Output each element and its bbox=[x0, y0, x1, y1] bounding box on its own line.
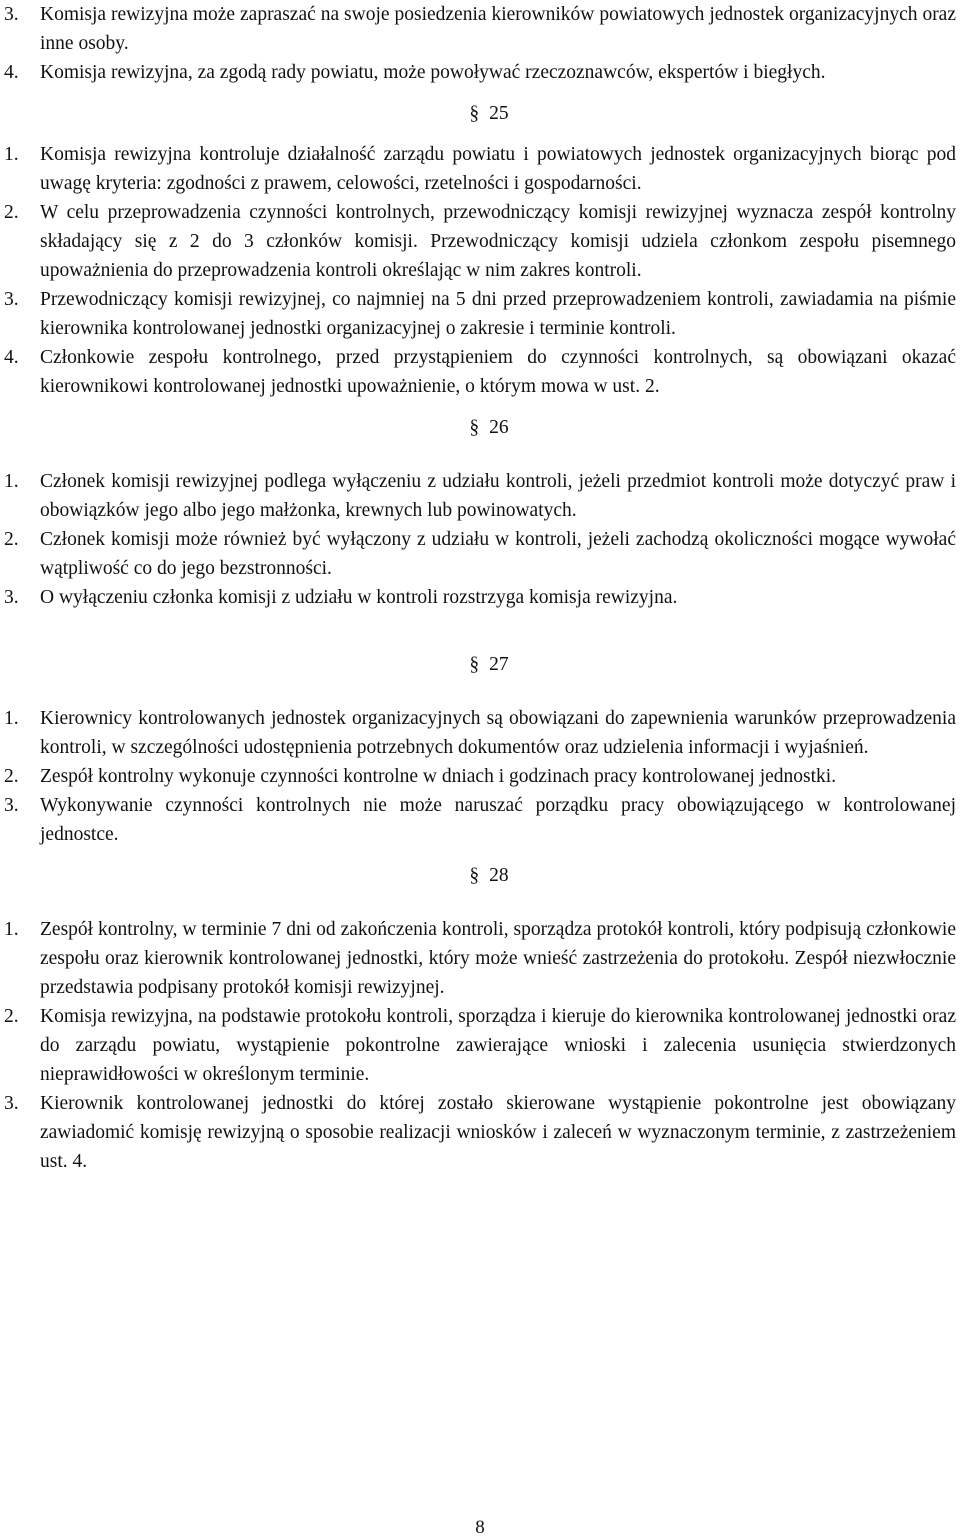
paragraph-item bbox=[0, 791, 960, 849]
section-heading-27 bbox=[0, 650, 960, 679]
item-number: 3. bbox=[4, 1093, 19, 1114]
item-number: 2. bbox=[4, 1006, 19, 1027]
paragraph-item bbox=[0, 525, 960, 583]
section-number: 26 bbox=[489, 417, 509, 438]
item-number: 1. bbox=[4, 708, 19, 729]
item-text: Komisja rewizyjna, na podstawie protokołu kontroli, sporządza i kieruje do kierownika kontrolowanej jednostki oraz do zarządu powiatu, wystąpienie pokontrolne zawierające wnioski i zalecenia usunięcia stwierdzonych nieprawidłowości w określonym terminie. bbox=[40, 1006, 956, 1085]
item-text: Przewodniczący komisji rewizyjnej, co najmniej na 5 dni przed przeprowadzeniem kontroli, zawiadamia na piśmie kierownika kontrolowanej jednostki organizacyjnej o zakresie i terminie kontroli. bbox=[40, 289, 956, 339]
paragraph-item bbox=[0, 467, 960, 525]
section-number: 27 bbox=[489, 654, 509, 675]
section-symbol: § bbox=[469, 654, 480, 675]
section-symbol: § bbox=[469, 865, 480, 886]
item-text: Komisja rewizyjna, za zgodą rady powiatu, może powoływać rzeczoznawców, ekspertów i biegłych. bbox=[40, 62, 826, 83]
item-number: 3. bbox=[4, 289, 19, 310]
item-text: Członkowie zespołu kontrolnego, przed przystąpieniem do czynności kontrolnych, są obowiązani okazać kierownikowi kontrolowanej jednostki upoważnienie, o którym mowa w ust. 2. bbox=[40, 347, 956, 397]
item-text: Kierownik kontrolowanej jednostki do której zostało skierowane wystąpienie pokontrolne jest obowiązany zawiadomić komisję rewizyjną o sposobie realizacji wniosków i zaleceń w wyznaczonym terminie, z zastrzeżeniem ust. 4. bbox=[40, 1093, 956, 1172]
item-text: Członek komisji może również być wyłączony z udziału w kontroli, jeżeli zachodzą okoliczności mogące wywołać wątpliwość co do jego bezstronności. bbox=[40, 529, 956, 579]
paragraph-item bbox=[0, 0, 960, 58]
paragraph-item bbox=[0, 915, 960, 1002]
item-text: Wykonywanie czynności kontrolnych nie może naruszać porządku pracy obowiązującego w kontrolowanej jednostce. bbox=[40, 795, 956, 845]
section-number: 28 bbox=[489, 865, 509, 886]
section-heading-26 bbox=[0, 413, 960, 442]
paragraph-item bbox=[0, 140, 960, 198]
item-text: Komisja rewizyjna może zapraszać na swoje posiedzenia kierowników powiatowych jednostek organizacyjnych oraz inne osoby. bbox=[40, 4, 956, 54]
paragraph-item bbox=[0, 762, 960, 791]
item-number: 3. bbox=[4, 4, 19, 25]
item-text: Członek komisji rewizyjnej podlega wyłączeniu z udziału kontroli, jeżeli przedmiot kontroli może dotyczyć praw i obowiązków jego albo jego małżonka, krewnych lub powinowatych. bbox=[40, 471, 956, 521]
section-heading-28 bbox=[0, 861, 960, 890]
item-text: Zespół kontrolny, w terminie 7 dni od zakończenia kontroli, sporządza protokół kontroli, który podpisują członkowie zespołu oraz kierownik kontrolowanej jednostki, który może wnieść zastrzeżenia do protokołu. Zespół niezwłocznie przedstawia podpisany protokół komisji rewizyjnej. bbox=[40, 919, 956, 998]
item-number: 2. bbox=[4, 529, 19, 550]
item-number: 1. bbox=[4, 471, 19, 492]
item-number: 1. bbox=[4, 919, 19, 940]
section-symbol: § bbox=[469, 417, 480, 438]
section-number: 25 bbox=[489, 103, 509, 124]
item-number: 2. bbox=[4, 766, 19, 787]
item-number: 4. bbox=[4, 347, 19, 368]
paragraph-item bbox=[0, 285, 960, 343]
paragraph-item bbox=[0, 1089, 960, 1176]
item-text: Zespół kontrolny wykonuje czynności kontrolne w dniach i godzinach pracy kontrolowanej jednostki. bbox=[40, 766, 837, 787]
item-text: Komisja rewizyjna kontroluje działalność zarządu powiatu i powiatowych jednostek organizacyjnych biorąc pod uwagę kryteria: zgodności z prawem, celowości, rzetelności i gospodarności. bbox=[40, 144, 956, 194]
section-heading-25 bbox=[0, 99, 960, 128]
item-number: 3. bbox=[4, 587, 19, 608]
item-text: O wyłączeniu członka komisji z udziału w kontroli rozstrzyga komisja rewizyjna. bbox=[40, 587, 678, 608]
paragraph-item bbox=[0, 343, 960, 401]
page-number: 8 bbox=[475, 1517, 485, 1538]
item-text: Kierownicy kontrolowanych jednostek organizacyjnych są obowiązani do zapewnienia warunków przeprowadzenia kontroli, w szczególności udostępnienia potrzebnych dokumentów oraz udzielenia informacji i wyjaśnień. bbox=[40, 708, 956, 758]
paragraph-item bbox=[0, 1002, 960, 1089]
item-number: 4. bbox=[4, 62, 19, 83]
item-number: 1. bbox=[4, 144, 19, 165]
item-text: W celu przeprowadzenia czynności kontrolnych, przewodniczący komisji rewizyjnej wyznacza zespół kontrolny składający się z 2 do 3 członków komisji. Przewodniczący komisji udziela członkom zespołu pisemnego upoważnienia do przeprowadzenia kontroli określając w nim zakres kontroli. bbox=[40, 202, 956, 281]
paragraph-item bbox=[0, 583, 960, 612]
paragraph-item bbox=[0, 58, 960, 87]
item-number: 2. bbox=[4, 202, 19, 223]
section-symbol: § bbox=[469, 103, 480, 124]
item-number: 3. bbox=[4, 795, 19, 816]
paragraph-item bbox=[0, 704, 960, 762]
paragraph-item bbox=[0, 198, 960, 285]
